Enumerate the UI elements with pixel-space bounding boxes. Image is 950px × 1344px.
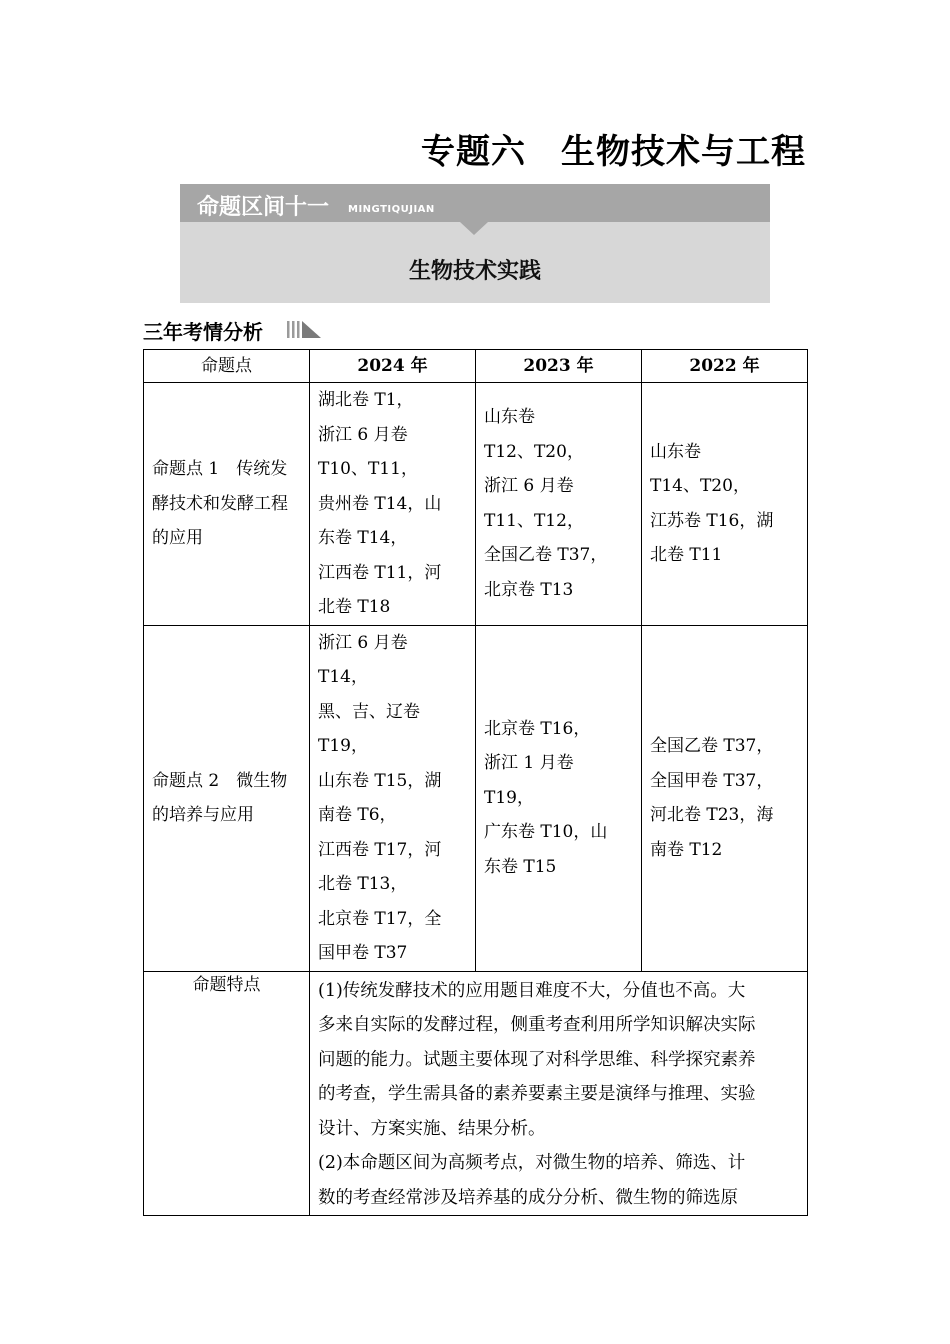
point-2-label: 命题点 2 微生物的培养与应用 bbox=[152, 770, 288, 825]
analysis-table bbox=[143, 349, 808, 1216]
list-item: 浙江 6 月卷 bbox=[318, 632, 408, 653]
table-header-row bbox=[144, 350, 808, 383]
row2-2023-cell bbox=[476, 625, 642, 971]
list-item: 湖北卷 T1， bbox=[318, 390, 414, 410]
list-item: T14、T20， bbox=[650, 476, 750, 497]
list-item: T14， bbox=[318, 667, 368, 687]
list-item: 贵州卷 T14，山 bbox=[318, 493, 442, 514]
heading-decoration-icon bbox=[287, 318, 327, 340]
page-title: 专题六 生物技术与工程 bbox=[421, 132, 806, 172]
table-row bbox=[144, 383, 808, 626]
list-item: 河北卷 T23，海 bbox=[650, 805, 774, 825]
list-item: 浙江 1 月卷 bbox=[484, 753, 574, 774]
banner-subtitle: MINGTIQUJIAN bbox=[348, 204, 435, 215]
header-2024: 2024 年 bbox=[310, 350, 476, 383]
list-item: 浙江 6 月卷 bbox=[318, 424, 408, 445]
banner-notch bbox=[460, 222, 488, 235]
list-item: 北京卷 T16， bbox=[484, 718, 591, 739]
row2-2022-cell bbox=[642, 625, 808, 971]
point-1-label: 命题点 1 传统发酵技术和发酵工程的应用 bbox=[152, 459, 288, 548]
list-item: 北卷 T11 bbox=[650, 545, 723, 566]
list-item: 山东卷 T15，湖 bbox=[318, 770, 442, 791]
list-item: 国甲卷 T37 bbox=[318, 943, 408, 963]
header-2023: 2023 年 bbox=[476, 350, 642, 383]
list-item: 江西卷 T11，河 bbox=[318, 562, 442, 583]
list-item: 全国乙卷 T37， bbox=[484, 545, 608, 566]
list-item: 全国乙卷 T37， bbox=[650, 736, 774, 756]
banner-label: 命题区间十一 bbox=[197, 195, 330, 220]
section-heading: 三年考情分析 bbox=[143, 320, 263, 344]
banner-topic: 生物技术实践 bbox=[408, 259, 541, 284]
list-item: 黑、吉、辽卷 bbox=[318, 701, 420, 722]
list-item: 北京卷 T17，全 bbox=[318, 908, 442, 929]
row1-2022-cell bbox=[642, 383, 808, 626]
list-item: 东卷 T14， bbox=[318, 528, 408, 548]
list-item: 东卷 T15 bbox=[484, 856, 557, 877]
header-point: 命题点 bbox=[144, 350, 310, 383]
list-item: 江苏卷 T16，湖 bbox=[650, 510, 774, 531]
features-text bbox=[310, 971, 808, 1216]
paragraph-line: 数的考查经常涉及培养基的成分分析、微生物的筛选原 bbox=[318, 1187, 738, 1208]
point-2-cell bbox=[144, 625, 310, 971]
paragraph-line: 设计、方案实施、结果分析。 bbox=[318, 1118, 546, 1139]
list-item: 北京卷 T13 bbox=[484, 579, 574, 600]
point-1-cell bbox=[144, 383, 310, 626]
paragraph-line: (2)本命题区间为高频考点，对微生物的培养、筛选、计 bbox=[318, 1153, 746, 1173]
paragraph-line: 问题的能力。试题主要体现了对科学思维、科学探究素养 bbox=[318, 1049, 756, 1070]
table-row bbox=[144, 625, 808, 971]
list-item: 广东卷 T10，山 bbox=[484, 822, 608, 843]
row2-2024-cell bbox=[310, 625, 476, 971]
list-item: 浙江 6 月卷 bbox=[484, 476, 574, 497]
list-item: T19， bbox=[318, 736, 368, 756]
row1-2023-cell bbox=[476, 383, 642, 626]
list-item: T12、T20， bbox=[484, 441, 584, 462]
list-item: 南卷 T12 bbox=[650, 839, 723, 860]
banner-top-bar bbox=[180, 184, 770, 222]
table-row bbox=[144, 971, 808, 1216]
list-item: T10、T11， bbox=[318, 459, 418, 479]
list-item: 山东卷 bbox=[650, 441, 701, 462]
list-item: T11、T12， bbox=[484, 510, 584, 531]
features-label: 命题特点 bbox=[144, 971, 310, 1216]
paragraph-line: 的考查，学生需具备的素养要素主要是演绎与推理、实验 bbox=[318, 1084, 756, 1104]
list-item: T19， bbox=[484, 787, 534, 808]
header-2022: 2022 年 bbox=[642, 350, 808, 383]
paragraph-line: (1)传统发酵技术的应用题目难度不大，分值也不高。大 bbox=[318, 980, 746, 1001]
list-item: 全国甲卷 T37， bbox=[650, 770, 774, 791]
list-item: 北卷 T18 bbox=[318, 597, 391, 617]
list-item: 北卷 T13， bbox=[318, 874, 408, 894]
list-item: 南卷 T6， bbox=[318, 805, 397, 825]
list-item: 山东卷 bbox=[484, 407, 535, 428]
paragraph-line: 多来自实际的发酵过程，侧重考查利用所学知识解决实际 bbox=[318, 1015, 756, 1035]
section-banner bbox=[180, 184, 770, 303]
list-item: 江西卷 T17，河 bbox=[318, 839, 442, 860]
row1-2024-cell bbox=[310, 383, 476, 626]
